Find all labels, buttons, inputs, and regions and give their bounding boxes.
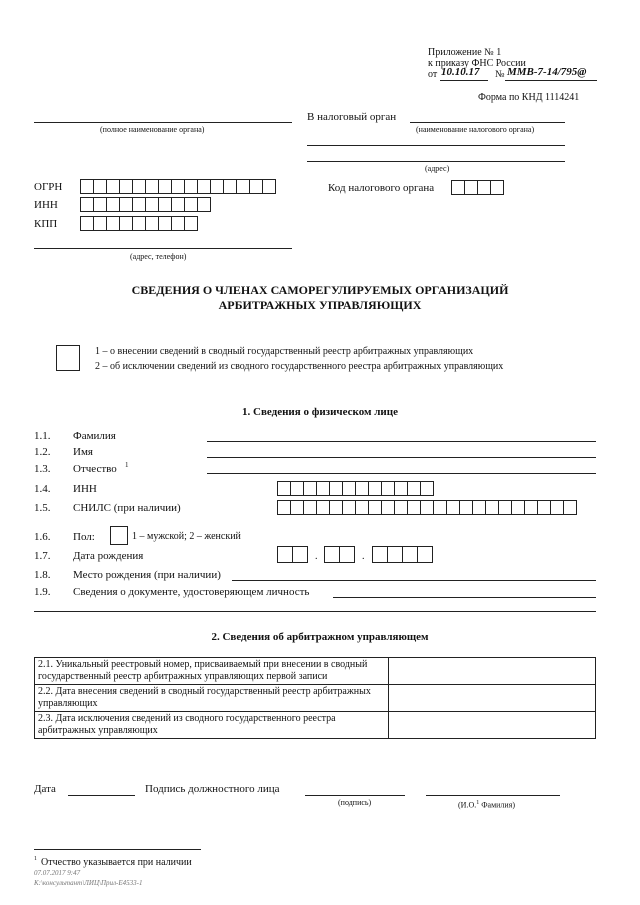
tax-address-caption: (адрес) <box>425 164 450 173</box>
tax-code-cells[interactable] <box>451 180 503 195</box>
date-line[interactable] <box>68 795 135 796</box>
exclusion-date-value[interactable] <box>389 712 596 739</box>
org-inn-cells[interactable] <box>80 197 210 212</box>
birth-day-cells[interactable] <box>277 546 307 563</box>
org-name-caption: (полное наименование органа) <box>100 125 205 134</box>
inclusion-date-value[interactable] <box>389 685 596 712</box>
surname-label: Фамилия <box>73 430 116 442</box>
tax-address-line-1[interactable] <box>307 145 565 146</box>
footnote-text: Отчество указывается при наличии <box>41 857 192 868</box>
snils-label: СНИЛС (при наличии) <box>73 502 181 514</box>
org-name-line[interactable] <box>34 122 292 123</box>
id-document-label: Сведения о документе, удостоверяющем личность <box>73 586 310 598</box>
org-address-line[interactable] <box>34 248 292 249</box>
item-num: 1.8. <box>34 569 51 581</box>
date-separator: . <box>315 551 318 562</box>
tax-authority-name-line[interactable] <box>410 122 565 123</box>
patronymic-footnote-mark: 1 <box>125 461 129 469</box>
ogrn-cells[interactable] <box>80 179 275 194</box>
item-num: 1.2. <box>34 446 51 458</box>
form-code: Форма по КНД 1114241 <box>478 92 580 103</box>
item-num: 1.6. <box>34 531 51 543</box>
date-label: Дата <box>34 783 56 795</box>
section2-title: 2. Сведения об арбитражном управляющем <box>211 631 429 643</box>
item-num: 1.9. <box>34 586 51 598</box>
gender-checkbox[interactable] <box>110 526 128 545</box>
registry-number-value[interactable] <box>389 658 596 685</box>
date-separator: . <box>362 551 365 562</box>
form-title-line2: АРБИТРАЖНЫХ УПРАВЛЯЮЩИХ <box>218 298 422 312</box>
table-row <box>35 658 596 685</box>
gender-label: Пол: <box>73 531 95 543</box>
kpp-cells[interactable] <box>80 216 197 231</box>
file-path: К:\консультант\ЛИЦ\Прил-Е4533-1 <box>34 879 143 887</box>
signature-caption: (подпись) <box>338 798 372 807</box>
birth-place-label: Место рождения (при наличии) <box>73 569 221 581</box>
footnote-separator <box>34 849 201 850</box>
tax-authority-name-caption: (наименование налогового органа) <box>416 125 535 134</box>
ogrn-label: ОГРН <box>34 181 63 193</box>
appendix-no: № <box>495 69 505 80</box>
item-num: 1.5. <box>34 502 51 514</box>
id-document-line-1[interactable] <box>333 597 596 598</box>
gender-hint: 1 – мужской; 2 – женский <box>132 531 241 542</box>
signature-label: Подпись должностного лица <box>145 783 280 795</box>
inclusion-date-label: 2.2. Дата внесения сведений в сводный государственный реестр арбитражных управляющих <box>35 685 389 712</box>
table-row <box>35 712 596 739</box>
item-num: 1.1. <box>34 430 51 442</box>
option-2-text: 2 – об исключении сведений из сводного государственного реестра арбитражных управляющих <box>95 361 504 372</box>
name-line[interactable] <box>207 457 596 458</box>
appendix-from: от <box>428 69 438 80</box>
tax-address-line-2[interactable] <box>307 161 565 162</box>
signature-line[interactable] <box>305 795 405 796</box>
form-title-line1: СВЕДЕНИЯ О ЧЛЕНАХ САМОРЕГУЛИРУЕМЫХ ОРГАНИЗАЦИЙ <box>131 283 509 297</box>
tax-authority-label: В налоговый орган <box>307 111 397 123</box>
snils-cells[interactable] <box>277 500 576 515</box>
item-num: 1.7. <box>34 550 51 562</box>
appendix-line2: к приказу ФНС России <box>428 58 526 69</box>
section1-title: 1. Сведения о физическом лице <box>242 406 398 418</box>
appendix-date: 10.10.17 <box>441 66 480 78</box>
appendix-order-number: ММВ-7-14/795@ <box>507 66 587 78</box>
kpp-label: КПП <box>34 218 58 230</box>
person-inn-label: ИНН <box>73 483 97 495</box>
exclusion-date-label: 2.3. Дата исключения сведений из сводного государственного реестра арбитражных управляющих <box>35 712 389 739</box>
appendix-line1: Приложение № 1 <box>428 47 502 58</box>
official-name-caption: (И.О.$^1$ Фамилия) <box>458 800 516 810</box>
birth-month-cells[interactable] <box>324 546 354 563</box>
org-address-caption: (адрес, телефон) <box>130 252 187 261</box>
table-row <box>35 685 596 712</box>
item-num: 1.3. <box>34 463 51 475</box>
birth-year-cells[interactable] <box>372 546 432 563</box>
birth-date-label: Дата рождения <box>73 550 144 562</box>
patronymic-label: Отчество <box>73 463 117 475</box>
surname-line[interactable] <box>207 441 596 442</box>
registry-table <box>34 657 596 739</box>
name-label: Имя <box>73 446 93 458</box>
footnote-mark: 1 <box>34 856 37 862</box>
inn-label: ИНН <box>34 199 58 211</box>
tax-code-label: Код налогового органа <box>328 182 435 194</box>
registry-number-label: 2.1. Уникальный реестровый номер, присваиваемый при внесении в сводный государственный реестр арбитражных управляющих первой записи <box>35 658 389 685</box>
birth-place-line[interactable] <box>232 580 596 581</box>
print-timestamp: 07.07.2017 9:47 <box>34 869 81 877</box>
official-name-line[interactable] <box>426 795 560 796</box>
person-inn-cells[interactable] <box>277 481 433 496</box>
option-1-text: 1 – о внесении сведений в сводный государственный реестр арбитражных управляющих <box>95 346 474 357</box>
option-checkbox[interactable] <box>56 345 80 371</box>
item-num: 1.4. <box>34 483 51 495</box>
patronymic-line[interactable] <box>207 473 596 474</box>
id-document-line-2[interactable] <box>34 611 596 612</box>
